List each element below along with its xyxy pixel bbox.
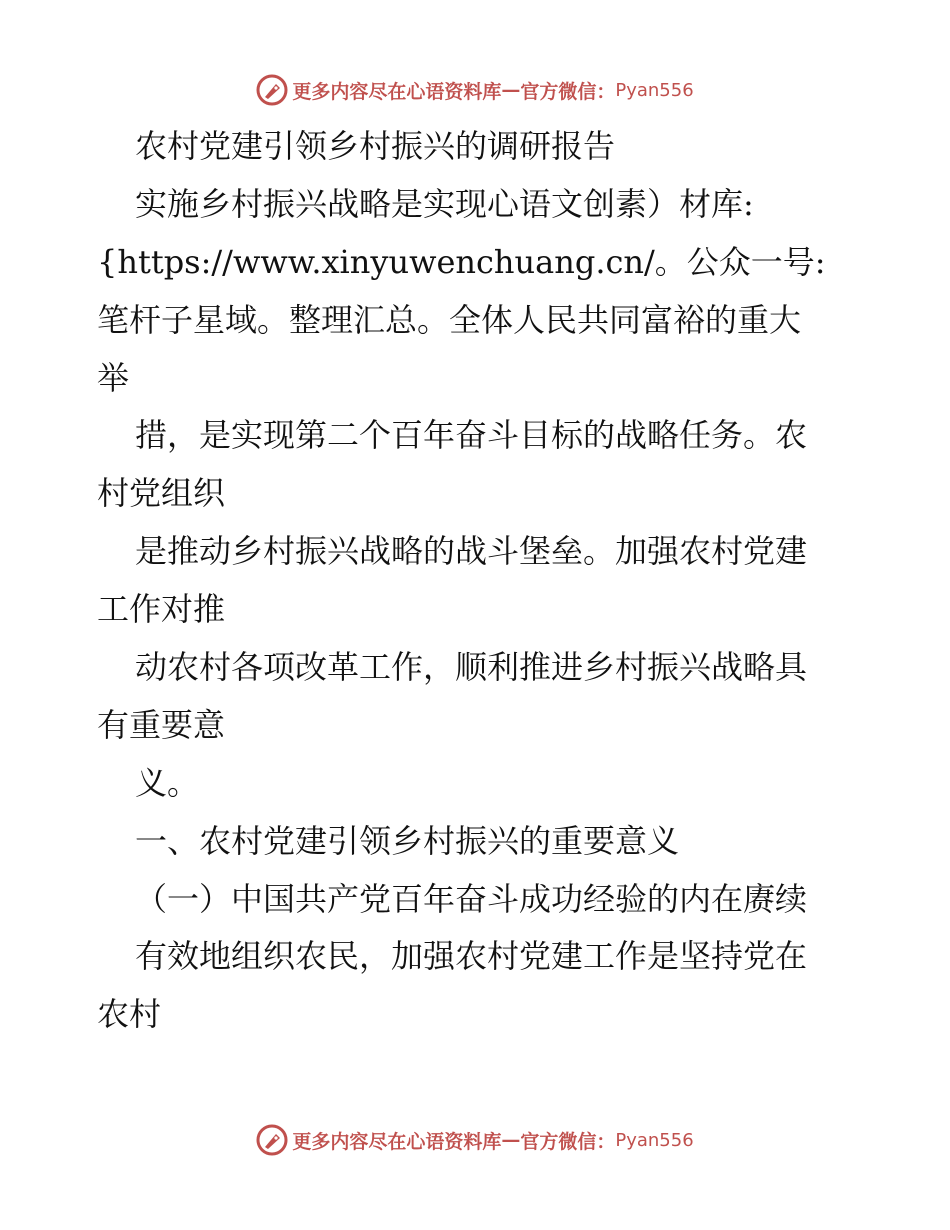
footer-banner	[0, 1120, 950, 1160]
text-line: 一、农村党建引领乡村振兴的重要意义	[135, 821, 680, 860]
text-line: 农村党建引领乡村振兴的调研报告	[135, 127, 616, 165]
text-line: 是推动乡村振兴战略的战斗堡垒。加强农村党建	[135, 532, 808, 571]
text-line: 义。	[135, 763, 200, 802]
banner-wechat-id: Pyan556	[615, 79, 694, 101]
document-body	[97, 118, 857, 1044]
text-line: 笔杆子星域。整理汇总。全体人民共同富裕的重大	[97, 300, 802, 339]
banner-dash: —	[501, 1129, 521, 1151]
banner-wechat-label: 官方微信：	[520, 80, 616, 103]
text-line: 村党组织	[97, 474, 226, 513]
banner-main-text: 更多内容尽在心语资料库	[292, 1130, 502, 1153]
text-line: 有重要意	[97, 705, 226, 744]
banner-dash: —	[501, 79, 521, 101]
text-line: 举	[97, 358, 130, 397]
text-line: {https://www.xinyuwenchuang.cn/。公众一号:	[97, 242, 826, 281]
text-line: （一）中国共产党百年奋斗成功经验的内在赓续	[135, 879, 808, 918]
text-line: 措，是实现第二个百年奋斗目标的战略任务。农	[135, 416, 808, 455]
header-banner	[0, 70, 950, 110]
text-line: 工作对推	[97, 590, 226, 629]
text-line: 有效地组织农民，加强农村党建工作是坚持党在	[135, 937, 808, 976]
pen-nib-logo-icon	[256, 74, 288, 106]
banner-main-text: 更多内容尽在心语资料库	[292, 80, 502, 103]
text-line: 动农村各项改革工作，顺利推进乡村振兴战略具	[135, 648, 808, 687]
text-line: 农村	[97, 995, 162, 1034]
banner-wechat-label: 官方微信：	[520, 1130, 616, 1153]
text-line: 实施乡村振兴战略是实现心语文创素）材库:	[135, 184, 754, 223]
pen-nib-logo-icon	[256, 1124, 288, 1156]
banner-wechat-id: Pyan556	[615, 1129, 694, 1151]
